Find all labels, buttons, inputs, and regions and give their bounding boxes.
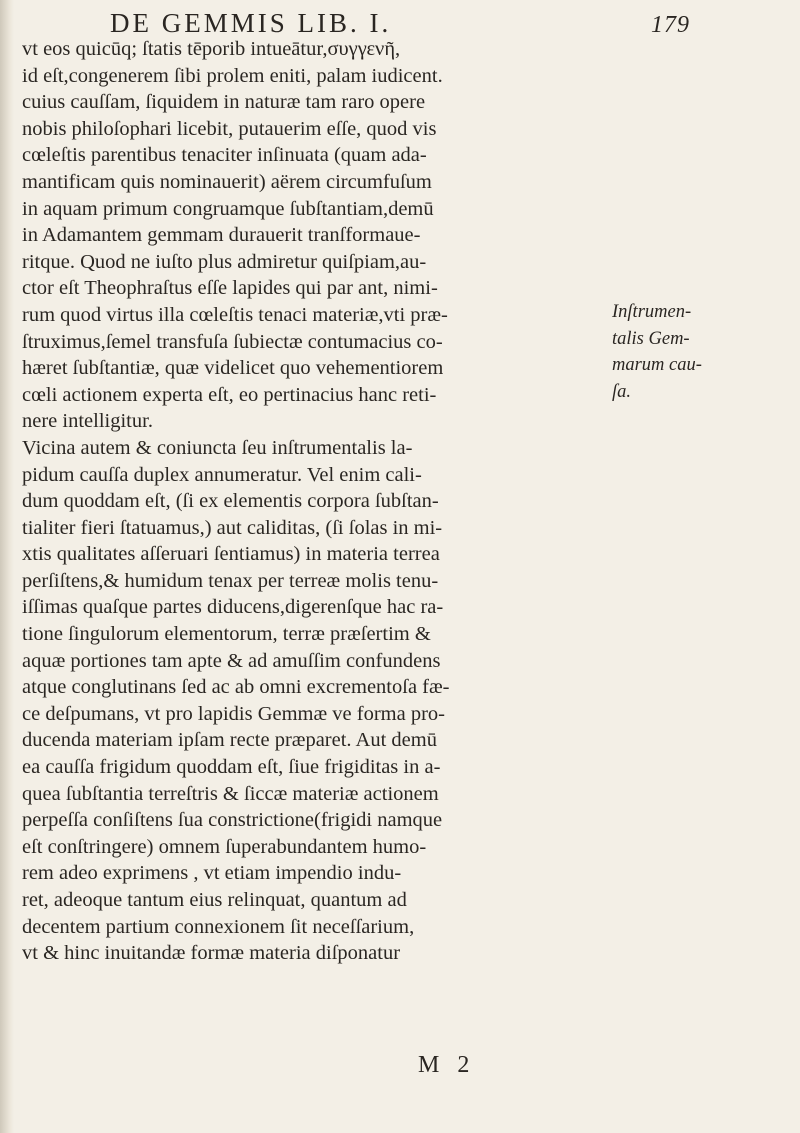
text-line: vt & hinc inuitandæ formæ materia diſponatur — [22, 942, 401, 965]
marginal-note-line: talis Gem- — [612, 328, 690, 349]
text-line: iſſimas quaſque partes diducens,digerenſque hac ra- — [22, 596, 444, 619]
text-line: ctor eſt Theophraſtus eſſe lapides qui par ant, nimi- — [22, 277, 438, 300]
marginal-note-line: marum cau- — [612, 355, 702, 376]
text-line: eſt conſtringere) omnem ſuperabundantem humo- — [22, 835, 427, 858]
signature-mark: M 2 — [418, 1052, 476, 1078]
text-line: id eſt,congenerem ſibi prolem eniti, palam iudicent. — [22, 64, 443, 87]
text-line: ret, adeoque tantum eius relinquat, quantum ad — [22, 889, 407, 911]
text-line: rum quod virtus illa cœleſtis tenaci materiæ,vti præ- — [22, 303, 448, 326]
text-line: tione ſingulorum elementorum, terræ præſertim & — [22, 623, 431, 646]
page-number: 179 — [651, 12, 690, 38]
running-head-title: DE GEMMIS LIB. I. — [110, 8, 392, 38]
text-line: ritque. Quod ne iuſto plus admiretur quiſpiam,au- — [22, 250, 427, 273]
text-line: ducenda materiam ipſam recte præparet. Aut demū — [22, 729, 437, 752]
text-line: decentem partium connexionem ſit neceſſarium, — [22, 915, 415, 938]
text-line: Vicina autem & coniuncta ſeu inſtrumentalis la- — [22, 436, 413, 459]
text-line: quea ſubſtantia terreſtris & ſiccæ materiæ actionem — [22, 782, 439, 805]
marginal-note-line: Inſtrumen- — [612, 302, 692, 322]
text-line: tialiter fieri ſtatuamus,) aut caliditas, (ſi ſolas in mi- — [22, 516, 443, 539]
text-line: cœleſtis parentibus tenaciter inſinuata (quam ada- — [22, 144, 427, 167]
text-line: in Adamantem gemmam durauerit tranſformaue- — [22, 224, 421, 247]
text-line: xtis qualitates aſſeruari ſentiamus) in materia terrea — [22, 543, 440, 566]
text-line: ſtruximus,ſemel transfuſa ſubiectæ contumacius co- — [22, 330, 443, 353]
body-text — [22, 36, 602, 967]
running-head — [110, 8, 690, 39]
text-line: perpeſſa conſiſtens ſua constrictione(frigidi namque — [22, 809, 443, 832]
text-line: nobis philoſophari licebit, putauerim eſſe, quod vis — [22, 117, 437, 140]
page-gutter — [0, 0, 14, 1133]
text-line: vt eos quicūq; ſtatis tēporib intueātur,συγγενῆ, — [22, 38, 401, 60]
text-line: cœli actionem experta eſt, eo pertinacius hanc reti- — [22, 383, 437, 406]
text-line: nere intelligitur. — [22, 410, 153, 433]
text-line: aquæ portiones tam apte & ad amuſſim confundens — [22, 649, 441, 672]
text-line: in aquam primum congruamque ſubſtantiam,demū — [22, 197, 434, 220]
text-line: hæret ſubſtantiæ, quæ videlicet quo vehementiorem — [22, 357, 444, 380]
text-line: ea cauſſa frigidum quoddam eſt, ſiue frigiditas in a- — [22, 756, 441, 779]
text-line: atque conglutinans ſed ac ab omni excrementoſa fæ- — [22, 676, 450, 699]
text-line: mantificam quis nominauerit) aërem circumfuſum — [22, 170, 432, 193]
text-line: dum quoddam eſt, (ſi ex elementis corpora ſubſtan- — [22, 490, 439, 513]
text-line: perſiſtens,& humidum tenax per terreæ molis tenu- — [22, 569, 439, 592]
text-line: cuius cauſſam, ſiquidem in naturæ tam raro opere — [22, 91, 426, 114]
text-line: ce deſpumans, vt pro lapidis Gemmæ ve forma pro- — [22, 702, 445, 725]
marginal-note-line: ſa. — [612, 381, 632, 402]
text-line: rem adeo exprimens , vt etiam impendio indu- — [22, 862, 402, 885]
marginal-note — [612, 299, 792, 405]
text-line: pidum cauſſa duplex annumeratur. Vel enim cali- — [22, 463, 422, 486]
